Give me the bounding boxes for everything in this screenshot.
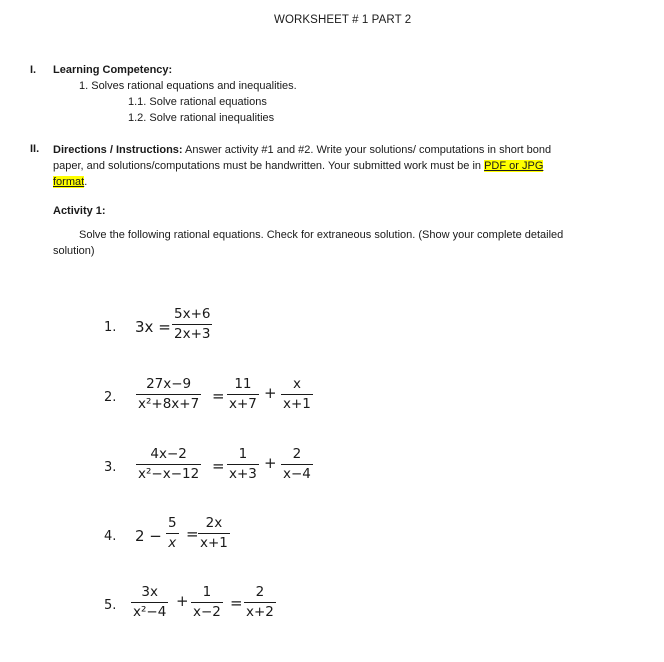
fraction-bar — [136, 394, 201, 395]
competency-subitem-1: 1.1. Solve rational equations — [128, 96, 267, 108]
problem-number: 5. — [104, 598, 117, 613]
plus-sign: + — [176, 592, 189, 610]
numerator: 11 — [234, 376, 252, 392]
problem-number: 4. — [104, 529, 117, 544]
fraction-bar — [191, 602, 223, 603]
numerator: 5 — [168, 515, 177, 531]
denominator: 2x+3 — [174, 326, 211, 342]
equals-sign: = — [230, 594, 243, 612]
activity-heading: Activity 1: — [53, 205, 106, 217]
fraction — [244, 584, 276, 621]
plus-sign: + — [264, 384, 277, 402]
denominator: x — [168, 535, 177, 551]
numerator: 3x — [141, 584, 158, 600]
directions-heading: Directions / Instructions: — [53, 144, 183, 156]
numerator: 5x+6 — [174, 306, 211, 322]
numerator: 27x−9 — [146, 376, 192, 392]
problem-number: 3. — [104, 460, 117, 475]
problem-1-lhs: 3x = — [135, 318, 171, 336]
denominator: x+2 — [246, 604, 274, 620]
denominator: x+1 — [200, 535, 228, 551]
directions-period: . — [84, 176, 88, 188]
fraction — [281, 446, 313, 483]
equals-sign: = — [186, 525, 199, 543]
numerator: 1 — [238, 446, 248, 462]
denominator: x²+8x+7 — [138, 396, 200, 412]
fraction — [281, 376, 313, 413]
plus-sign: + — [264, 454, 277, 472]
fraction — [172, 306, 212, 343]
section-1-numeral: I. — [30, 64, 37, 76]
numerator: 2 — [292, 446, 302, 462]
denominator: x²−4 — [133, 604, 167, 620]
competency-item: 1. Solves rational equations and inequalities. — [79, 80, 297, 92]
fraction-bar — [131, 602, 168, 603]
fraction-bar — [166, 533, 179, 534]
problem-number: 2. — [104, 390, 117, 405]
denominator: x+1 — [283, 396, 311, 412]
directions-line-2: paper, and solutions/computations must be handwritten. Your submitted work must be in — [53, 160, 485, 172]
fraction-bar — [281, 394, 313, 395]
activity-instruction-1: Solve the following rational equations. Check for extraneous solution. (Show your complete detailed — [79, 229, 564, 241]
fraction-bar — [198, 533, 230, 534]
directions-line-1: Answer activity #1 and #2. Write your solutions/ computations in short bond — [182, 144, 552, 156]
section-2-numeral: II. — [30, 143, 40, 155]
worksheet-title: WORKSHEET # 1 PART 2 — [274, 14, 412, 26]
denominator: x+7 — [229, 396, 257, 412]
format-highlight-2: format — [53, 176, 85, 188]
numerator: 4x−2 — [150, 446, 187, 462]
fraction — [227, 376, 259, 413]
equals-sign: = — [212, 387, 225, 405]
numerator: x — [292, 376, 301, 392]
format-highlight-1: PDF or JPG — [484, 160, 544, 172]
activity-instruction-2: solution) — [53, 245, 95, 257]
denominator: x−4 — [283, 466, 311, 482]
fraction — [136, 376, 201, 413]
fraction-bar — [172, 324, 212, 325]
fraction — [227, 446, 259, 483]
fraction — [198, 515, 230, 552]
fraction — [166, 515, 179, 552]
fraction-bar — [227, 394, 259, 395]
denominator: x−2 — [193, 604, 221, 620]
fraction-bar — [244, 602, 276, 603]
section-1-heading: Learning Competency: — [53, 64, 173, 76]
denominator: x²−x−12 — [138, 466, 200, 482]
fraction — [191, 584, 223, 621]
fraction — [136, 446, 201, 483]
fraction-bar — [227, 464, 259, 465]
competency-subitem-2: 1.2. Solve rational inequalities — [128, 112, 275, 124]
denominator: x+3 — [229, 466, 257, 482]
numerator: 2x — [205, 515, 223, 531]
fraction-bar — [136, 464, 201, 465]
problem-number: 1. — [104, 320, 117, 335]
fraction — [131, 584, 168, 621]
numerator: 1 — [202, 584, 212, 600]
numerator: 2 — [255, 584, 265, 600]
problem-4-lhs: 2 − — [135, 527, 162, 545]
directions-paragraph — [53, 142, 623, 190]
equals-sign: = — [212, 457, 225, 475]
fraction-bar — [281, 464, 313, 465]
